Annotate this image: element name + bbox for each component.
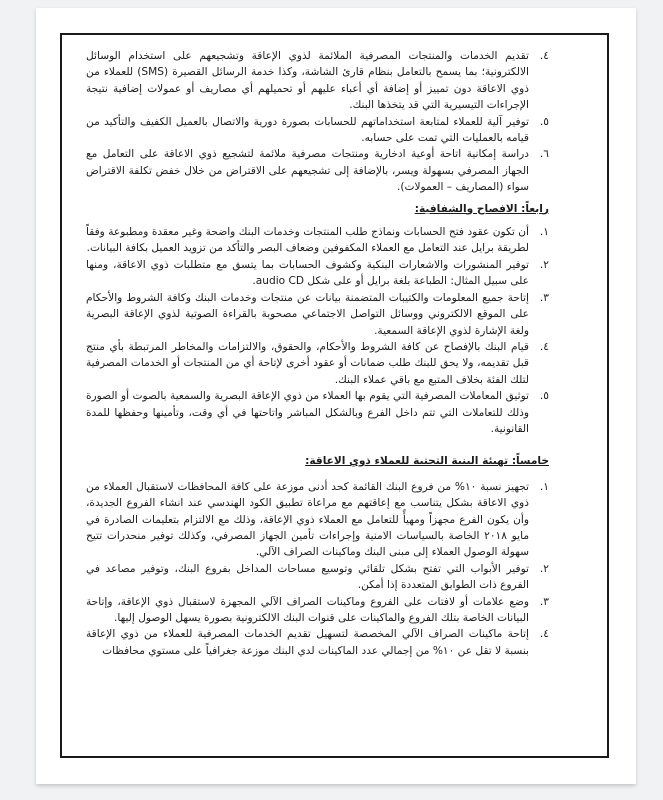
list-text: تقديم الخدمات والمنتجات المصرفية الملائمة لذوي الإعاقة وتشجيعهم على استخدام الوسائل الالكترونية؛ بما يسمح بالتعامل بنظام قارئ الشاشة، وكذا خدمة الرسائل القصيرة (SMS) للعملاء من ذوي الاعاقة دون تمييز أو إضافة أي أعباء عليهم أو تحميلهم أي مصاريف أو عمولات إضافية نتيجة الإجراءات التيسيرية التي قد يتخذها البنك. [86,50,529,112]
list-text: قيام البنك بالإفصاح عن كافة الشروط والأحكام، والحقوق، والالتزامات والمخاطر المرتبطة بأي منتج قبل تقديمه، ولا يحق للبنك طلب ضمانات أو عقود أخرى لإتاحة أي من المنتجات أو الخدمات المصرفية لتلك الفئة بخلاف المتبع مع باقي عملاء البنك. [86,340,529,386]
document-content [86,48,549,659]
list-number: ٥. [539,390,549,403]
infrastructure-list [86,479,549,659]
list-item [86,594,549,627]
list-number: ٤. [539,340,549,353]
list-text: وضع علامات أو لافتات على الفروع وماكينات الصراف الآلي المجهزة لاستقبال ذوي الإعاقة، وإتاحة البيانات الخاصة بتلك الفروع والماكينات على قنوات البنك الالكترونية بصورة يسهل الوصول إليها. [86,595,529,624]
intro-list [86,48,549,196]
list-item [86,146,549,195]
list-text: تجهيز نسبة ١٠% من فروع البنك القائمة كحد أدنى موزعة على كافة المحافظات لاستقبال العملاء من ذوي الاعاقة بشكل يتناسب مع إعاقتهم مع مراعاة تطبيق الكود الهندسي عند انشاء الفروع الجديدة، وأن يكون الفرع مجهزاً ومهيأً للتعامل مع العملاء ذوي الإعاقة، وذلك مع الالتزام بتعليمات الصادرة في مايو ٢٠١٨ الخاصة بالسياسات الامنية وإجراءات تأمين الجهاز المصرفي، وكذلك توفير منحدرات تتيح سهولة الوصول العملاء إلى مبنى البنك وماكينات الصراف الآلي. [86,480,529,559]
list-text: دراسة إمكانية اتاحة أوعية ادخارية ومنتجات مصرفية ملائمة لتشجيع ذوي الاعاقة على التعامل مع الجهاز المصرفي بسهولة ويسر، بالإضافة إلى تشجيعهم على الاقتراض من خلال خفض تكلفة الاقتراض سواء (المصاريف – العمولات). [86,148,529,194]
list-number: ٤. [539,50,549,62]
list-number: ٤. [539,628,549,641]
list-number: ٣. [539,291,549,304]
list-item [86,224,549,257]
list-text: توفير المنشورات والاشعارات البنكية وكشوف الحسابات بما يتسق مع متطلبات ذوي الاعاقة، ومنها على سبيل المثال: الطباعة بلغة برايل أو على شكل audio CD. [86,258,529,288]
list-item [86,479,549,561]
list-text: إتاحة جميع المعلومات والكتيبات المتضمنة بيانات عن منتجات وخدمات البنك وكافة الشروط والأحكام على الموقع الالكتروني ووسائل التواصل الاجتماعي مصحوبة بالقراءة الصوتية لذوي الإعاقة البصرية ولغة الإشارة لذوي الإعاقة السمعية. [86,291,529,337]
section-heading-infrastructure: خامساً: تهيئة البنية التحتية للعملاء ذوي الاعاقة: [305,455,549,468]
list-item [86,339,549,388]
list-item [86,561,549,594]
list-number: ٢. [539,258,549,271]
list-number: ١. [539,226,549,239]
document-page [36,8,636,784]
list-number: ٥. [539,115,549,128]
list-item [86,626,549,659]
list-number: ١. [539,480,549,493]
list-item [86,257,549,290]
disclosure-list [86,224,549,437]
section-heading-disclosure: رابعاً: الافصاح والشفافية: [414,202,549,215]
list-text: إتاحة ماكينات الصراف الآلي المخصصة لتسهيل تقديم الخدمات المصرفية للعملاء من ذوي الإعاقة بنسبة لا تقل عن ١٠% من إجمالي عدد الماكينات لدي البنك موزعة جغرافياً على مستوي محافظات [86,628,529,657]
list-item [86,388,549,437]
list-text: توثيق المعاملات المصرفية التي يقوم بها العملاء من ذوي الإعاقة البصرية والسمعية بالصوت أو الصورة وذلك للتعاملات التي تتم داخل الفرع وبالشكل المباشر واتاحتها في أي وقت، وتأمينها وحفظها للمدة القانونية. [86,390,529,435]
list-text: توفير الأبواب التي تفتح بشكل تلقائي وتوسيع مساحات المداخل بفروع البنك، وتوفير مصاعد في الفروع ذات الطوابق المتعددة إذا أمكن. [86,562,529,592]
list-number: ٢. [539,562,549,575]
list-item [86,290,549,339]
list-number: ٦. [539,148,549,161]
list-text: أن تكون عقود فتح الحسابات ونماذج طلب المنتجات وخدمات البنك واضحة وغير معقدة ومطبوعة وفقاً لطريقة برايل عند التعامل مع العملاء المكفوفين وضعاف البصر والتأكد من تزويد العميل بكافة البيانات. [86,226,529,255]
list-text: توفير آلية للعملاء لمتابعة استخداماتهم للحسابات بصورة دورية والاتصال بالعميل الكفيف والتأكيد من قيامه بالعمليات التي تمت على حسابه. [86,115,529,145]
list-item [86,48,549,114]
list-number: ٣. [539,595,549,608]
list-item [86,114,549,147]
